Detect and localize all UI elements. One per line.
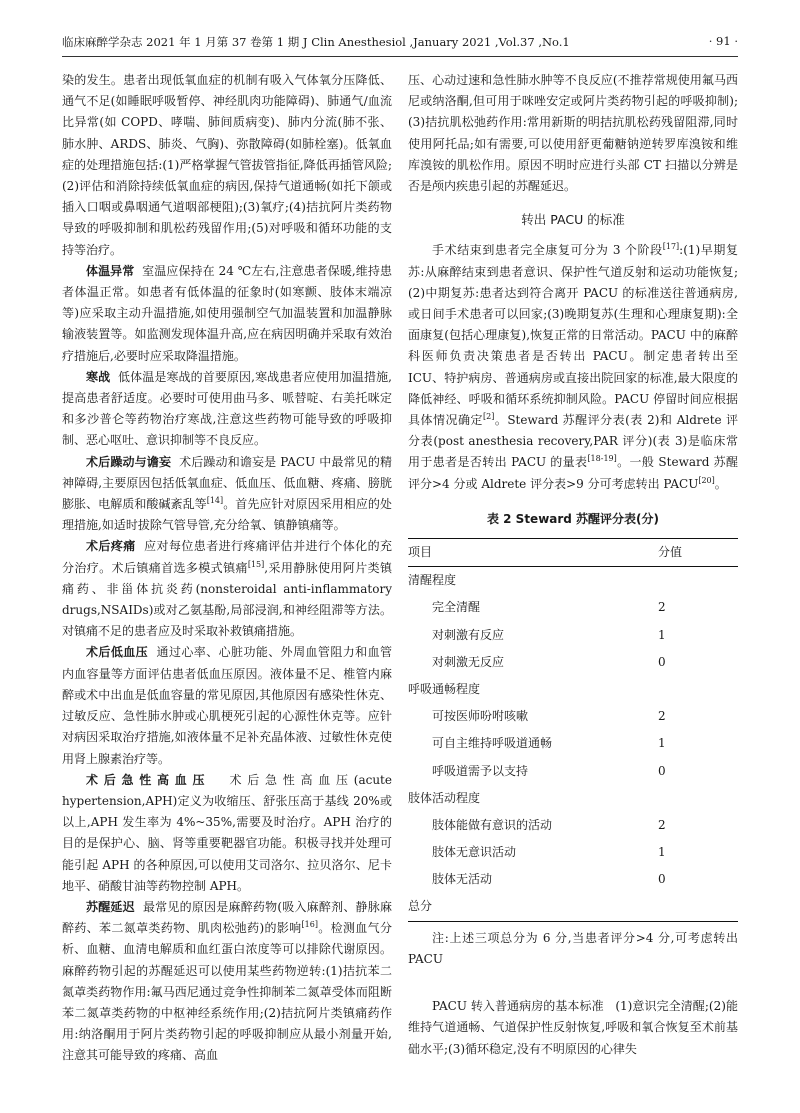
table-cell-score: 2	[658, 600, 666, 615]
heading-pain: 术后疼痛	[86, 539, 136, 554]
table-row	[408, 758, 738, 785]
journal-header: 临床麻醉学杂志 2021 年 1 月第 37 卷第 1 期 J Clin Anesthesiol ,January 2021 ,Vol.37 ,No.1	[62, 35, 570, 49]
page-number: · 91 ·	[708, 34, 738, 48]
table-cell-score	[654, 785, 738, 812]
table-cell-item: 肢体无意识活动	[432, 845, 517, 860]
paragraph-hypertension: 术后急性高血压 术后急性高血压(acute hypertension,APH)定义为收缩压、舒张压高于基线 20%或以上,APH 发生率为 4%~35%,需要及时治疗。APH 治疗的目的是保护心、脑、肾等重要靶器官功能。积极寻找并处理可能引起 APH 的各种原因,可以使用艾司洛尔、拉贝洛尔、尼卡地平、硝酸甘油等药物控制 APH。	[62, 772, 392, 893]
citation: [15]	[247, 559, 265, 569]
citation: [16]	[301, 920, 318, 930]
table-cell-score: 0	[658, 763, 666, 778]
citation: [17]	[662, 242, 680, 252]
table-cell-score: 2	[658, 817, 666, 832]
table-cell-item: 对刺激有反应	[432, 627, 505, 642]
table-row	[408, 812, 738, 839]
table-cell-score: 0	[658, 654, 666, 669]
citation: [18-19]	[587, 454, 617, 464]
table-cell-score	[654, 894, 738, 922]
paragraph-shivering: 寒战 低体温是寒战的首要原因,寒战患者应使用加温措施,提高患者舒适度。必要时可使用曲马多、哌替啶、右美托咪定和多沙普仑等药物治疗寒战,注意这些药物可能导致的呼吸抑制、恶心呕吐、意识抑制等不良反应。	[62, 369, 392, 448]
table-cell-item: 呼吸通畅程度	[408, 681, 481, 696]
table-row	[408, 622, 738, 649]
paragraph-hypotension: 术后低血压 通过心率、心脏功能、外周血管阻力和血管内血容量等方面评估患者低血压原因。液体量不足、椎管内麻醉或术中出血是低血容量的常见原因,其他原因有感染性休克、过敏反应、急性肺水肿或心肌梗死引起的心源性休克等。应针对病因采取治疗措施,如液体量不足补充晶体液、过敏性休克使用肾上腺素治疗等。	[62, 645, 392, 766]
citation: [20]	[698, 475, 715, 485]
heading-delayed-emergence: 苏醒延迟	[86, 899, 135, 914]
table-cell-score	[654, 567, 738, 595]
table-cell-score: 1	[658, 736, 666, 751]
running-header	[62, 34, 738, 57]
table-cell-item: 呼吸道需予以支持	[432, 763, 529, 778]
table-note: 注:上述三项总分为 6 分,当患者评分>4 分,可考虑转出 PACU	[408, 930, 738, 966]
table-cell-item: 完全清醒	[432, 600, 481, 615]
heading-shivering: 寒战	[86, 369, 111, 384]
paragraph-transfer-criteria: PACU 转入普通病房的基本标准 (1)意识完全清醒;(2)能维持气道通畅、气道保护性反射恢复,呼吸和氧合恢复至术前基础水平;(3)循环稳定,没有不明原因的心律失	[408, 999, 738, 1056]
table-row	[408, 649, 738, 676]
table-cell-item: 肢体活动程度	[408, 790, 481, 805]
table-row	[408, 839, 738, 866]
heading-temperature: 体温异常	[86, 263, 135, 278]
column-header-item: 项目	[408, 545, 433, 560]
table-cell-score: 1	[658, 627, 666, 642]
table-cell-item: 肢体无活动	[432, 872, 493, 887]
table-cell-score	[654, 676, 738, 703]
heading-delirium: 术后躁动与谵妄	[86, 454, 172, 469]
table-row	[408, 866, 738, 893]
column-header-score: 分值	[658, 545, 683, 560]
left-column	[62, 70, 392, 1067]
table-header-row	[408, 539, 738, 567]
table-cell-score: 0	[658, 872, 666, 887]
table-row	[408, 567, 738, 595]
table-cell-item: 可按医师吩咐咳嗽	[432, 709, 529, 724]
section-heading: 转出 PACU 的标准	[521, 212, 625, 228]
table-caption: 表 2 Steward 苏醒评分表(分)	[486, 511, 660, 526]
right-column	[408, 70, 738, 1060]
table-cell-item: 总分	[408, 899, 433, 914]
citation: [2]	[482, 412, 495, 422]
table-cell-score: 1	[658, 845, 666, 860]
table-cell-item: 对刺激无反应	[432, 654, 505, 669]
heading-transfer-criteria: PACU 转入普通病房的基本标准	[432, 999, 604, 1014]
table-row	[408, 730, 738, 757]
table-row	[408, 894, 738, 922]
table-row	[408, 785, 738, 812]
table-row	[408, 676, 738, 703]
table-row	[408, 594, 738, 621]
table-cell-item: 肢体能做有意识的活动	[432, 817, 553, 832]
heading-hypotension: 术后低血压	[86, 645, 149, 660]
paragraph-delayed-emergence: 苏醒延迟 最常见的原因是麻醉药物(吸入麻醉剂、静脉麻醉药、苯二氮䓬类药物、肌肉松弛药)的影响[16]。检测血气分析、血糖、血清电解质和血红蛋白浓度等可以排除代谢原因。麻醉药物引起的苏醒延迟可以使用某些药物逆转:(1)拮抗苯二氮䓬类药物作用:氟马西尼通过竞争性抑制苯二氮䓬受体而阻断苯二氮䓬类药物的中枢神经系统作用;(2)拮抗阿片类镇痛药作用:纳洛酮用于阿片类药物引起的呼吸抑制应从最小剂量开始,注意其可能导致的疼痛、高血	[62, 899, 392, 1063]
table-cell-score: 2	[658, 709, 666, 724]
citation: [14]	[206, 496, 224, 506]
table-cell-item: 清醒程度	[408, 573, 457, 588]
paragraph-recovery-stages: 手术结束到患者完全康复可分为 3 个阶段[17]:(1)早期复苏:从麻醉结束到患者意识、保护性气道反射和运动功能恢复;(2)中期复苏:患者达到符合离开 PACU 的标准送往普通病房,或日间手术患者可以回家;(3)晚期复苏(生理和心理康复期):全面康复(包括心理康复),恢复正常的日常活动。PACU 中的麻醉科医师负责决策患者是否转出 PACU。制定患者转出至 ICU、特护病房、普通病房或直接出院回家的标准,最大限度的降低神经、呼吸和循环系统抑制风险。PACU 停留时间应根据具体情况确定[2]。Steward 苏醒评分表(表 2)和 Aldrete 评分表(post anesthesia recovery,PAR 评分)(表 3)是临床常用于患者是否转出 PACU 的量表[18-19]。一般 Steward 苏醒评分>4 分或 Aldrete 评分表>9 分可考虑转出 PACU[20]。	[408, 242, 739, 491]
paragraph-delirium: 术后躁动与谵妄 术后躁动和谵妄是 PACU 中最常见的精神障碍,主要原因包括低氧血症、低血压、低血糖、疼痛、膀胱膨胀、电解质和酸碱紊乱等[14]。首先应针对原因采用相应的处理措施,如适时拔除气管导管,充分给氧、镇静镇痛等。	[62, 454, 392, 533]
table-row	[408, 703, 738, 730]
paragraph-temperature: 体温异常 室温应保持在 24 ℃左右,注意患者保暖,维持患者体温正常。如患者有低体温的征象时(如寒颤、肢体末端凉等)应采取主动升温措施,如使用强制空气加温装置和加温静脉输液装置等。如监测发现体温升高,应在病因明确并采取有效治疗措施后,必要时应采取降温措施。	[62, 263, 392, 363]
heading-hypertension: 术后急性高血压	[86, 772, 211, 787]
paragraph-reversal: 压、心动过速和急性肺水肿等不良反应(不推荐常规使用氟马西尼或纳洛酮,但可用于咪唑安定或阿片类药物引起的呼吸抑制);(3)拮抗肌松弛药作用:常用新斯的明拮抗肌松药残留阻滞,同时使用阿托品;如有需要,可以使用舒更葡糖钠逆转罗库溴铵和维库溴铵的肌松作用。原因不明时应进行头部 CT 扫描以分辨是否是颅内疾患引起的苏醒延迟。	[408, 73, 738, 194]
table-cell-item: 可自主维持呼吸道通畅	[432, 736, 553, 751]
paragraph-pain: 术后疼痛 应对每位患者进行疼痛评估并进行个体化的充分治疗。术后镇痛首选多模式镇痛[15],采用静脉使用阿片类镇痛药、非甾体抗炎药(nonsteroidal anti-inflammatory drugs,NSAIDs)或对乙氨基酚,局部浸润,和神经阻滞等方法。对镇痛不足的患者应及时采取补救镇痛措施。	[62, 539, 392, 639]
paragraph-hypoxemia: 染的发生。患者出现低氧血症的机制有吸入气体氧分压降低、通气不足(如睡眠呼吸暂停、神经肌肉功能障碍)、肺通气/血流比异常(如 COPD、哮喘、肺间质病变)、肺内分流(肺不张、肺水肿、ARDS、肺炎、气胸)、弥散障碍(如肺栓塞)。低氧血症的处理措施包括:(1)严格掌握气管拔管指征,降低再插管风险;(2)评估和消除持续低氧血症的病因,保持气道通畅(如托下颌或插入口咽或鼻咽通气道咽部梗阻);(3)氧疗;(4)拮抗阿片类药物导致的呼吸抑制和肌松药残留作用;(5)对呼吸和循环功能的支持等治疗。	[62, 73, 392, 257]
steward-score-table	[408, 538, 738, 922]
